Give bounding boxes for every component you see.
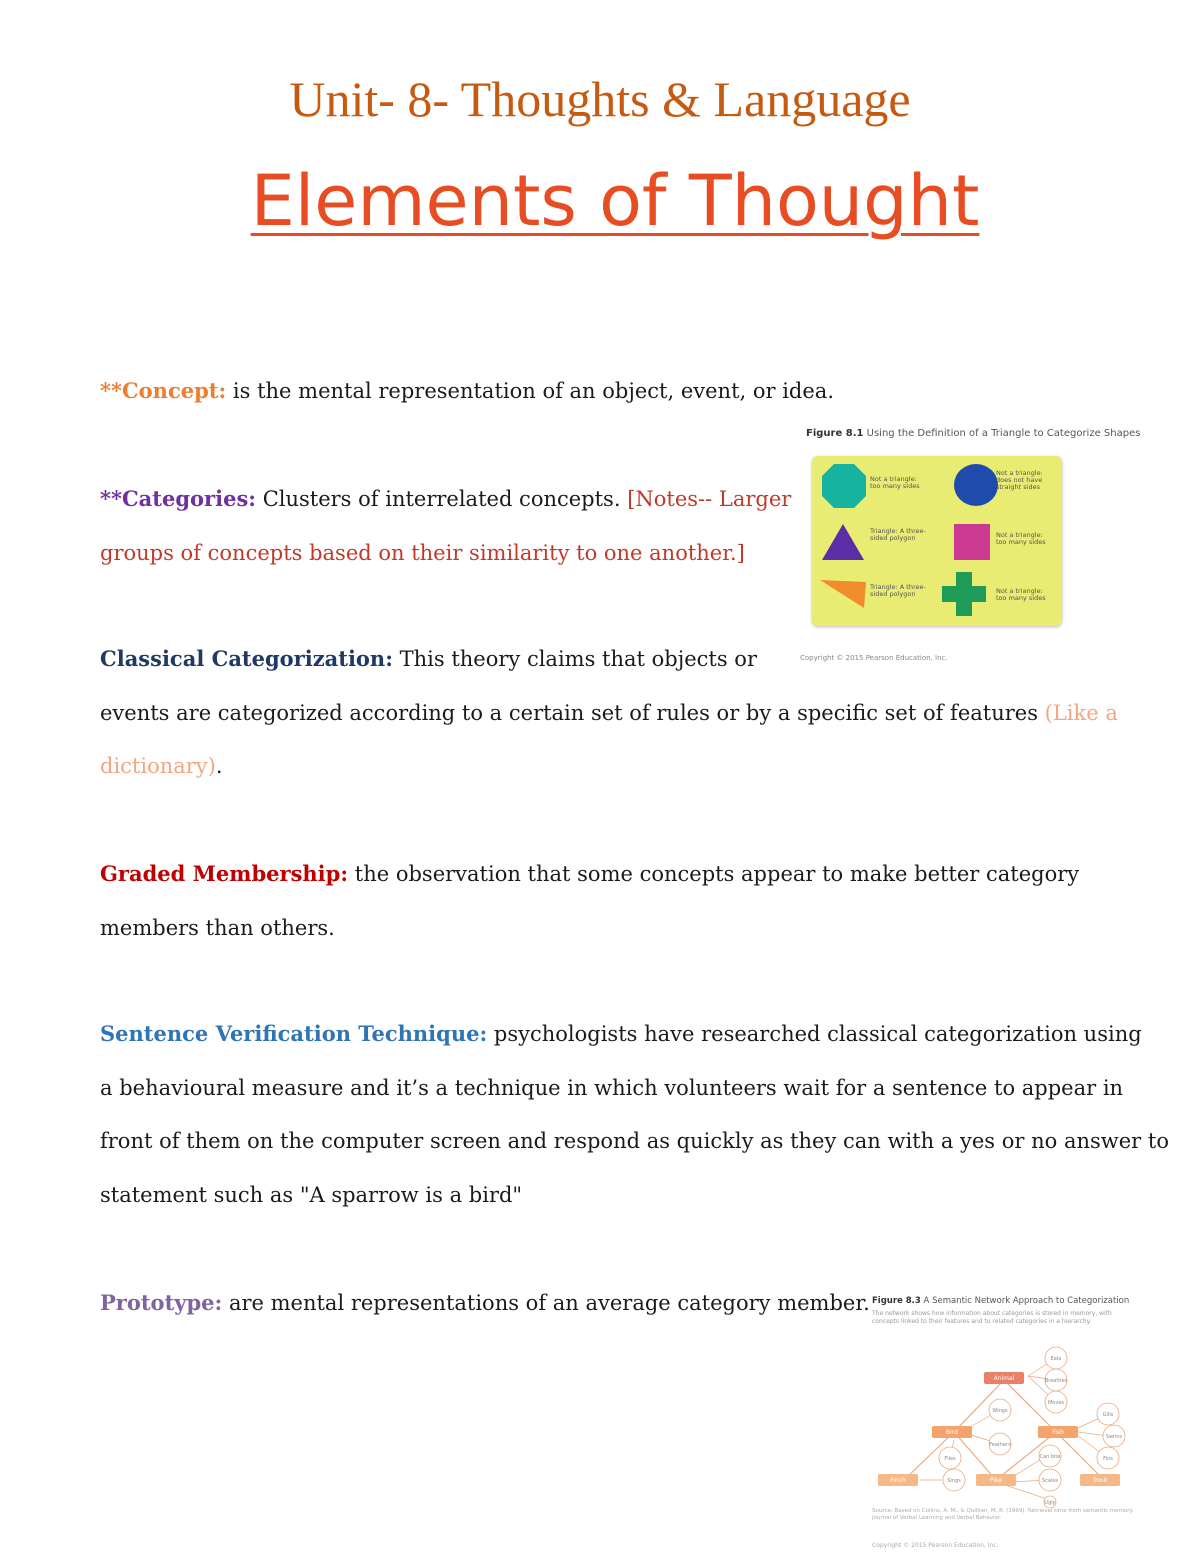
classical-line2: events are categorized according to a certain set of rules or by a specific set of features bbox=[100, 700, 1045, 725]
figure2-copyright: Copyright © 2015 Pearson Education, Inc. bbox=[872, 1542, 999, 1549]
figure1-caption-label: Figure 8.1 bbox=[806, 428, 864, 439]
sentence-verification-paragraph bbox=[100, 1007, 1169, 1222]
prototype-paragraph bbox=[100, 1276, 870, 1331]
node-trout: Trout bbox=[1092, 1477, 1108, 1484]
unit-title: Unit- 8- Thoughts & Language bbox=[289, 71, 911, 127]
feature-gills: Gills bbox=[1102, 1412, 1114, 1418]
graded-paragraph bbox=[100, 847, 1079, 955]
figure-triangle-definition bbox=[800, 426, 1141, 671]
node-pike: Pike bbox=[989, 1477, 1003, 1484]
feature-can-bite: Can bite bbox=[1039, 1454, 1061, 1460]
graded-line2: members than others. bbox=[100, 915, 335, 940]
categories-note-line2: groups of concepts based on their similarity to one another.] bbox=[100, 540, 745, 565]
sentence-verification-line2: a behavioural measure and it’s a technique in which volunteers wait for a sentence to appear in bbox=[100, 1075, 1124, 1100]
main-title: Elements of Thought bbox=[250, 160, 980, 242]
octagon-shape bbox=[820, 462, 868, 510]
classical-aside-line1: (Like a bbox=[1044, 700, 1118, 725]
triangle-shape bbox=[820, 522, 866, 562]
feature-moves: Moves bbox=[1047, 1400, 1065, 1406]
figure2-caption-label: Figure 8.3 bbox=[872, 1296, 921, 1306]
sentence-verification-line3: front of them on the computer screen and respond as quickly as they can with a yes or no answer to bbox=[100, 1129, 1169, 1153]
wedge-triangle-shape bbox=[818, 576, 868, 610]
figure1-label-cross: Not a triangle: too many sides bbox=[996, 587, 1046, 602]
sentence-verification-line4: statement such as "A sparrow is a bird" bbox=[100, 1182, 523, 1207]
feature-scales: Scales bbox=[1041, 1478, 1059, 1484]
figure2-caption bbox=[872, 1296, 1129, 1306]
feature-feathers: Feathers bbox=[989, 1442, 1011, 1448]
classical-end: . bbox=[215, 754, 223, 778]
node-bird: Bird bbox=[946, 1429, 958, 1436]
concept-term: **Concept: bbox=[100, 378, 227, 403]
figure1-caption-text: Using the Definition of a Triangle to Categorize Shapes bbox=[866, 428, 1141, 439]
sentence-verification-line1: psychologists have researched classical categorization using bbox=[487, 1022, 1142, 1046]
categories-note-line1: [Notes-- Larger bbox=[627, 487, 792, 511]
figure1-label-triangle: Triangle: A three-sided polygon bbox=[870, 527, 926, 542]
figure1-label-wedge: Triangle: A three-sided polygon bbox=[870, 583, 926, 598]
figure2-caption-text: A Semantic Network Approach to Categorization bbox=[923, 1296, 1130, 1306]
feature-sings: Sings bbox=[947, 1478, 961, 1484]
figure1-caption bbox=[806, 428, 1140, 439]
square-shape bbox=[952, 522, 992, 562]
feature-eats: Eats bbox=[1050, 1356, 1062, 1362]
prototype-term: Prototype: bbox=[100, 1290, 223, 1315]
categories-paragraph bbox=[100, 472, 791, 580]
figure1-label-octagon: Not a triangle: too many sides bbox=[870, 475, 920, 490]
feature-flies: Flies bbox=[944, 1456, 956, 1462]
feature-breathes: Breathes bbox=[1044, 1378, 1068, 1384]
semantic-network-diagram bbox=[868, 1340, 1138, 1508]
node-finch: Finch bbox=[890, 1477, 906, 1484]
classical-aside-line2: dictionary) bbox=[100, 754, 216, 778]
node-fish: Fish bbox=[1052, 1429, 1064, 1436]
figure1-label-square: Not a triangle: too many sides bbox=[996, 531, 1046, 546]
feature-fins: Fins bbox=[1103, 1456, 1113, 1462]
feature-wings: Wings bbox=[992, 1408, 1008, 1414]
prototype-definition: are mental representations of an average category member. bbox=[222, 1291, 870, 1315]
figure2-source: Source: Based on Collins, A. M., & Quillian, M. R. (1969). Retrieval time from semantic memory. Journal of Verbal Learning and Verbal Behavior. bbox=[872, 1508, 1134, 1521]
classical-line1: This theory claims that objects or bbox=[392, 647, 757, 671]
circle-shape bbox=[952, 462, 1000, 508]
concept-definition: is the mental representation of an object, event, or idea. bbox=[226, 379, 834, 403]
node-animal: Animal bbox=[993, 1375, 1015, 1382]
concept-paragraph bbox=[100, 364, 834, 419]
feature-swims: Swims bbox=[1105, 1434, 1123, 1440]
categories-term: **Categories: bbox=[100, 486, 257, 511]
graded-term: Graded Membership: bbox=[100, 861, 349, 886]
feature-ugly: Ugly bbox=[1044, 1500, 1056, 1506]
figure1-copyright: Copyright © 2015 Pearson Education, Inc. bbox=[800, 654, 948, 662]
figure2-description: The network shows how information about categories is stored in memory, with concepts linked to their features and to related categories in a hierarchy. bbox=[872, 1310, 1112, 1325]
classical-term: Classical Categorization: bbox=[100, 646, 393, 671]
categories-definition: Clusters of interrelated concepts. bbox=[256, 487, 628, 511]
figure1-panel bbox=[812, 456, 1062, 626]
sentence-verification-term: Sentence Verification Technique: bbox=[100, 1021, 488, 1046]
figure-semantic-network bbox=[868, 1292, 1138, 1552]
graded-line1: the observation that some concepts appear to make better category bbox=[348, 862, 1080, 886]
figure1-label-circle: Not a triangle: does not have straight sides bbox=[996, 469, 1043, 491]
cross-shape bbox=[940, 570, 988, 618]
